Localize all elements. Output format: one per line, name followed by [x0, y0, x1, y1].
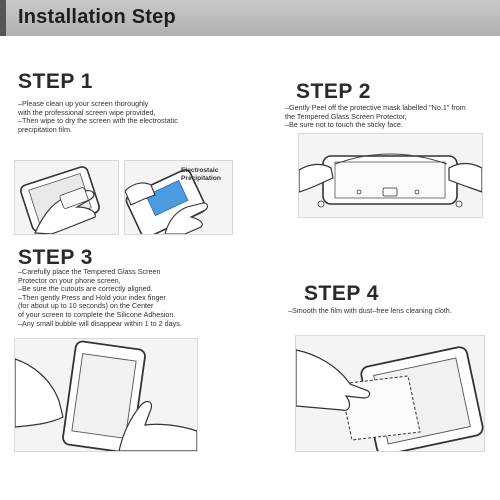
step-1-wipe-illustration [14, 160, 119, 235]
step-3-press-illustration [14, 338, 198, 452]
step-4-title: STEP 4 [304, 282, 379, 305]
step-3-text: –Carefully place the Tempered Glass Screen Protector on your phone screen, –Be sure the cutouts are correctly aligned. –Then gently Press and Hold your index finger (for about up to 10 seconds) on the Center of your screen to complete the Silicone Adhesion. –Any small bubble will disappear within 1 to 2 days. [18, 267, 182, 328]
step-1-text: –Please clean up your screen thoroughly with the professional screen wipe provided, –Then wipe to dry the screen with the electrostatic precipitation film. [18, 99, 178, 134]
step-2-peel-illustration [298, 133, 483, 218]
step-3-title: STEP 3 [18, 246, 93, 269]
step-1-title: STEP 1 [18, 70, 93, 93]
step-1-electrostatic-illustration [124, 160, 233, 235]
step-2-text: –Gently Peel off the protective mask labelled "No.1" from the Tempered Glass Screen Protector, –Be sure not to touch the sticky face. [285, 103, 466, 130]
page-title: Installation Step [18, 6, 176, 28]
step-4-cloth-illustration [295, 335, 485, 452]
electrostatic-label: Electrostaic Precipitation [181, 167, 221, 182]
header-accent [0, 0, 6, 36]
step-2-title: STEP 2 [296, 80, 371, 103]
step-4-text: –Smooth the film with dust–free lens cleaning cloth. [288, 306, 452, 315]
